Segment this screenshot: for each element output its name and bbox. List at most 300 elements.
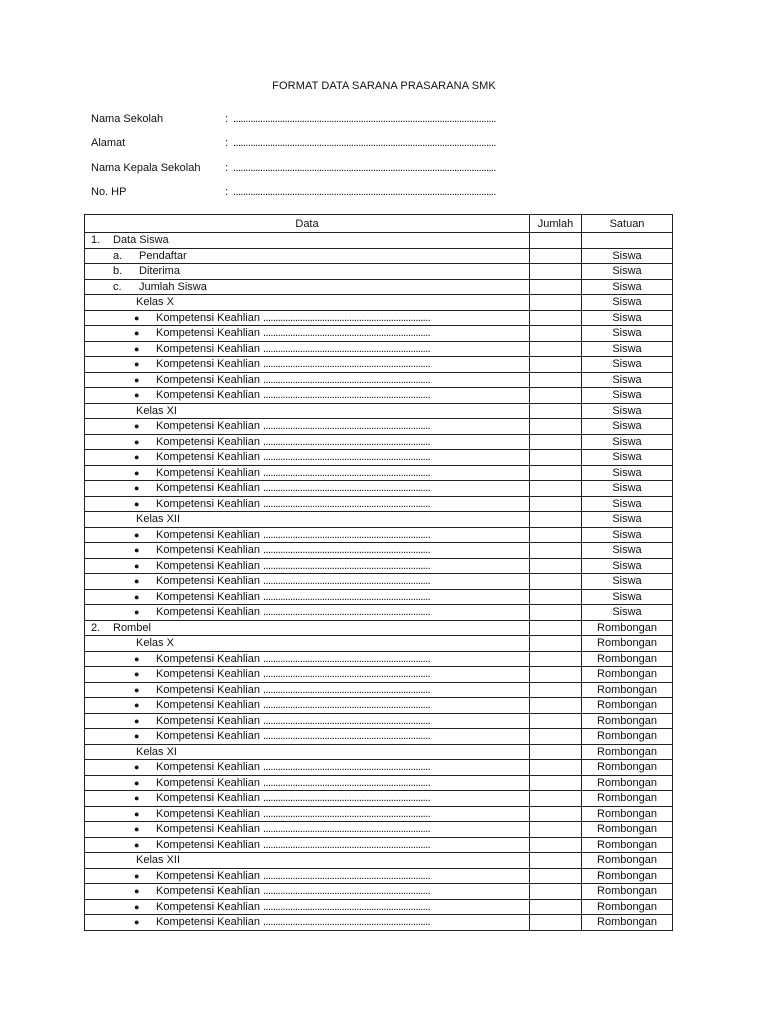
competency-fill-line[interactable]: ....................................................................	[263, 683, 431, 696]
kelas-label: Kelas XI	[136, 745, 177, 758]
satuan-cell: Siswa	[582, 481, 673, 497]
competency-label: Kompetensi Keahlian	[156, 435, 260, 448]
table-row	[85, 558, 673, 574]
satuan-cell: Siswa	[582, 372, 673, 388]
data-cell	[85, 667, 530, 683]
bullet-icon: ●	[134, 901, 140, 912]
competency-label: Kompetensi Keahlian	[156, 544, 260, 557]
satuan-cell: Siswa	[582, 248, 673, 264]
satuan-cell	[582, 233, 673, 249]
bullet-icon: ●	[134, 607, 140, 618]
header-data: Data	[85, 215, 530, 233]
competency-label: Kompetensi Keahlian	[156, 683, 260, 696]
satuan-cell: Rombongan	[582, 853, 673, 869]
competency-fill-line[interactable]: ....................................................................	[263, 730, 431, 743]
competency-fill-line[interactable]: ....................................................................	[263, 590, 431, 603]
satuan-cell: Siswa	[582, 450, 673, 466]
competency-label: Kompetensi Keahlian	[156, 389, 260, 402]
data-cell	[85, 326, 530, 342]
info-colon: :	[225, 137, 229, 149]
competency-fill-line[interactable]: ....................................................................	[263, 900, 431, 913]
table-row	[85, 264, 673, 280]
table-row	[85, 295, 673, 311]
jumlah-cell[interactable]	[530, 806, 582, 822]
satuan-cell: Rombongan	[582, 775, 673, 791]
satuan-cell: Rombongan	[582, 899, 673, 915]
competency-label: Kompetensi Keahlian	[156, 311, 260, 324]
jumlah-cell[interactable]	[530, 357, 582, 373]
bullet-icon: ●	[134, 374, 140, 385]
bullet-icon: ●	[134, 343, 140, 354]
bullet-icon: ●	[134, 669, 140, 680]
info-colon: :	[225, 162, 229, 174]
table-row	[85, 899, 673, 915]
competency-label: Kompetensi Keahlian	[156, 714, 260, 727]
jumlah-cell[interactable]	[530, 837, 582, 853]
competency-fill-line[interactable]: ....................................................................	[263, 885, 431, 898]
data-cell	[85, 372, 530, 388]
competency-label: Kompetensi Keahlian	[156, 420, 260, 433]
bullet-icon: ●	[134, 762, 140, 773]
jumlah-cell[interactable]	[530, 558, 582, 574]
bullet-icon: ●	[134, 591, 140, 602]
satuan-cell: Siswa	[582, 295, 673, 311]
satuan-cell: Rombongan	[582, 620, 673, 636]
data-cell	[85, 419, 530, 435]
table-row	[85, 682, 673, 698]
jumlah-cell[interactable]	[530, 264, 582, 280]
data-cell	[85, 341, 530, 357]
bullet-icon: ●	[134, 436, 140, 447]
data-cell	[85, 651, 530, 667]
jumlah-cell[interactable]	[530, 233, 582, 249]
satuan-cell: Rombongan	[582, 667, 673, 683]
data-cell	[85, 899, 530, 915]
satuan-cell: Siswa	[582, 558, 673, 574]
data-cell	[85, 388, 530, 404]
table-row	[85, 589, 673, 605]
info-label: Nama Sekolah	[91, 113, 164, 125]
competency-fill-line[interactable]: ....................................................................	[263, 342, 431, 355]
jumlah-cell[interactable]	[530, 434, 582, 450]
sub-item-label: Diterima	[139, 265, 180, 278]
competency-fill-line[interactable]: ....................................................................	[263, 482, 431, 495]
bullet-icon: ●	[134, 452, 140, 463]
jumlah-cell[interactable]	[530, 372, 582, 388]
bullet-icon: ●	[134, 839, 140, 850]
jumlah-cell[interactable]	[530, 248, 582, 264]
bullet-icon: ●	[134, 653, 140, 664]
competency-fill-line[interactable]: ....................................................................	[263, 916, 431, 929]
satuan-cell: Siswa	[582, 388, 673, 404]
satuan-cell: Rombongan	[582, 651, 673, 667]
section-label: Rombel	[113, 621, 151, 634]
competency-fill-line[interactable]: ....................................................................	[263, 776, 431, 789]
bullet-icon: ●	[134, 684, 140, 695]
bullet-icon: ●	[134, 560, 140, 571]
satuan-cell: Siswa	[582, 605, 673, 621]
table-row	[85, 543, 673, 559]
data-cell	[85, 589, 530, 605]
data-cell	[85, 729, 530, 745]
data-cell	[85, 682, 530, 698]
competency-label: Kompetensi Keahlian	[156, 900, 260, 913]
bullet-icon: ●	[134, 359, 140, 370]
data-cell	[85, 233, 530, 249]
data-cell	[85, 853, 530, 869]
jumlah-cell[interactable]	[530, 481, 582, 497]
section-number: 1.	[91, 234, 101, 247]
jumlah-cell[interactable]	[530, 667, 582, 683]
competency-fill-line[interactable]: ....................................................................	[263, 466, 431, 479]
competency-label: Kompetensi Keahlian	[156, 497, 260, 510]
competency-label: Kompetensi Keahlian	[156, 792, 260, 805]
jumlah-cell[interactable]	[530, 791, 582, 807]
table-row	[85, 822, 673, 838]
competency-fill-line[interactable]: ....................................................................	[263, 668, 431, 681]
table-row	[85, 496, 673, 512]
sub-item-letter: a.	[113, 249, 123, 262]
competency-fill-line[interactable]: ....................................................................	[263, 528, 431, 541]
satuan-cell: Rombongan	[582, 713, 673, 729]
competency-fill-line[interactable]: ....................................................................	[263, 575, 431, 588]
table-row	[85, 698, 673, 714]
table-row	[85, 248, 673, 264]
data-cell	[85, 248, 530, 264]
satuan-cell: Siswa	[582, 434, 673, 450]
satuan-cell: Rombongan	[582, 915, 673, 931]
competency-label: Kompetensi Keahlian	[156, 358, 260, 371]
competency-label: Kompetensi Keahlian	[156, 528, 260, 541]
data-cell	[85, 295, 530, 311]
table-row	[85, 806, 673, 822]
competency-label: Kompetensi Keahlian	[156, 327, 260, 340]
jumlah-cell[interactable]	[530, 698, 582, 714]
data-cell	[85, 605, 530, 621]
jumlah-cell[interactable]	[530, 744, 582, 760]
satuan-cell: Rombongan	[582, 729, 673, 745]
competency-fill-line[interactable]: ....................................................................	[263, 420, 431, 433]
bullet-icon: ●	[134, 576, 140, 587]
sub-item-letter: c.	[113, 280, 122, 293]
table-row	[85, 744, 673, 760]
jumlah-cell[interactable]	[530, 899, 582, 915]
info-label: Alamat	[91, 137, 126, 149]
bullet-icon: ●	[134, 870, 140, 881]
competency-fill-line[interactable]: ....................................................................	[263, 652, 431, 665]
table-row	[85, 450, 673, 466]
section-number: 2.	[91, 621, 101, 634]
table-row	[85, 760, 673, 776]
jumlah-cell[interactable]	[530, 884, 582, 900]
jumlah-cell[interactable]	[530, 465, 582, 481]
table-row	[85, 419, 673, 435]
bullet-icon: ●	[134, 421, 140, 432]
satuan-cell: Siswa	[582, 341, 673, 357]
table-header-row	[85, 215, 673, 233]
competency-fill-line[interactable]: ....................................................................	[263, 792, 431, 805]
competency-fill-line[interactable]: ....................................................................	[263, 606, 431, 619]
info-row	[91, 135, 625, 151]
table-row	[85, 512, 673, 528]
table-row	[85, 279, 673, 295]
competency-fill-line[interactable]: ....................................................................	[263, 358, 431, 371]
bullet-icon: ●	[134, 917, 140, 928]
bullet-icon: ●	[134, 483, 140, 494]
satuan-cell: Rombongan	[582, 868, 673, 884]
sub-item-letter: b.	[113, 265, 123, 278]
data-cell	[85, 496, 530, 512]
competency-fill-line[interactable]: ....................................................................	[263, 435, 431, 448]
data-cell	[85, 357, 530, 373]
info-row	[91, 111, 625, 127]
table-row	[85, 233, 673, 249]
table-row	[85, 868, 673, 884]
jumlah-cell[interactable]	[530, 527, 582, 543]
data-cell	[85, 744, 530, 760]
bullet-icon: ●	[134, 731, 140, 742]
competency-fill-line[interactable]: ....................................................................	[263, 807, 431, 820]
bullet-icon: ●	[134, 545, 140, 556]
competency-fill-line[interactable]: ....................................................................	[263, 451, 431, 464]
satuan-cell: Siswa	[582, 543, 673, 559]
data-cell	[85, 822, 530, 838]
bullet-icon: ●	[134, 312, 140, 323]
data-cell	[85, 310, 530, 326]
competency-fill-line[interactable]: ....................................................................	[263, 373, 431, 386]
jumlah-cell[interactable]	[530, 512, 582, 528]
jumlah-cell[interactable]	[530, 450, 582, 466]
table-row	[85, 915, 673, 931]
competency-label: Kompetensi Keahlian	[156, 466, 260, 479]
table-row	[85, 326, 673, 342]
competency-fill-line[interactable]: ....................................................................	[263, 761, 431, 774]
satuan-cell: Siswa	[582, 574, 673, 590]
jumlah-cell[interactable]	[530, 853, 582, 869]
competency-label: Kompetensi Keahlian	[156, 482, 260, 495]
satuan-cell: Siswa	[582, 326, 673, 342]
info-colon: :	[225, 186, 229, 198]
bullet-icon: ●	[134, 390, 140, 401]
bullet-icon: ●	[134, 793, 140, 804]
competency-label: Kompetensi Keahlian	[156, 373, 260, 386]
competency-label: Kompetensi Keahlian	[156, 838, 260, 851]
satuan-cell: Rombongan	[582, 791, 673, 807]
data-cell	[85, 543, 530, 559]
bullet-icon: ●	[134, 700, 140, 711]
competency-label: Kompetensi Keahlian	[156, 559, 260, 572]
satuan-cell: Siswa	[582, 589, 673, 605]
table-row	[85, 667, 673, 683]
competency-label: Kompetensi Keahlian	[156, 668, 260, 681]
bullet-icon: ●	[134, 467, 140, 478]
competency-fill-line[interactable]: ....................................................................	[263, 699, 431, 712]
satuan-cell: Siswa	[582, 403, 673, 419]
sub-item-label: Jumlah Siswa	[139, 280, 207, 293]
satuan-cell: Siswa	[582, 310, 673, 326]
jumlah-cell[interactable]	[530, 868, 582, 884]
jumlah-cell[interactable]	[530, 295, 582, 311]
satuan-cell: Rombongan	[582, 636, 673, 652]
info-row	[91, 184, 625, 200]
competency-label: Kompetensi Keahlian	[156, 575, 260, 588]
data-cell	[85, 713, 530, 729]
competency-fill-line[interactable]: ....................................................................	[263, 838, 431, 851]
table-row	[85, 372, 673, 388]
competency-fill-line[interactable]: ....................................................................	[263, 559, 431, 572]
competency-label: Kompetensi Keahlian	[156, 451, 260, 464]
competency-fill-line[interactable]: ....................................................................	[263, 497, 431, 510]
data-cell	[85, 806, 530, 822]
data-cell	[85, 279, 530, 295]
data-cell	[85, 791, 530, 807]
table-row	[85, 713, 673, 729]
table-row	[85, 434, 673, 450]
competency-fill-line[interactable]: ....................................................................	[263, 823, 431, 836]
bullet-icon: ●	[134, 498, 140, 509]
jumlah-cell[interactable]	[530, 760, 582, 776]
document-title: FORMAT DATA SARANA PRASARANA SMK	[272, 80, 496, 92]
satuan-cell: Rombongan	[582, 682, 673, 698]
data-cell	[85, 465, 530, 481]
jumlah-cell[interactable]	[530, 713, 582, 729]
kelas-label: Kelas XII	[136, 854, 181, 867]
jumlah-cell[interactable]	[530, 682, 582, 698]
satuan-cell: Rombongan	[582, 884, 673, 900]
competency-label: Kompetensi Keahlian	[156, 761, 260, 774]
kelas-label: Kelas X	[136, 296, 174, 309]
bullet-icon: ●	[134, 715, 140, 726]
table-body	[85, 233, 673, 931]
info-fill-line[interactable]: ...........................................................................................................	[233, 137, 496, 149]
jumlah-cell[interactable]	[530, 279, 582, 295]
table-row	[85, 341, 673, 357]
kelas-label: Kelas XI	[136, 404, 177, 417]
info-colon: :	[225, 113, 229, 125]
jumlah-cell[interactable]	[530, 636, 582, 652]
jumlah-cell[interactable]	[530, 605, 582, 621]
info-fill-line[interactable]: ...........................................................................................................	[233, 186, 496, 198]
info-label: Nama Kepala Sekolah	[91, 162, 201, 174]
satuan-cell: Rombongan	[582, 837, 673, 853]
bullet-icon: ●	[134, 328, 140, 339]
satuan-cell: Rombongan	[582, 698, 673, 714]
jumlah-cell[interactable]	[530, 403, 582, 419]
data-cell	[85, 434, 530, 450]
competency-label: Kompetensi Keahlian	[156, 776, 260, 789]
jumlah-cell[interactable]	[530, 310, 582, 326]
table-row	[85, 403, 673, 419]
bullet-icon: ●	[134, 886, 140, 897]
jumlah-cell[interactable]	[530, 775, 582, 791]
satuan-cell: Siswa	[582, 527, 673, 543]
bullet-icon: ●	[134, 824, 140, 835]
bullet-icon: ●	[134, 529, 140, 540]
table-row	[85, 388, 673, 404]
table-row	[85, 775, 673, 791]
jumlah-cell[interactable]	[530, 574, 582, 590]
jumlah-cell[interactable]	[530, 496, 582, 512]
competency-label: Kompetensi Keahlian	[156, 823, 260, 836]
data-cell	[85, 620, 530, 636]
jumlah-cell[interactable]	[530, 326, 582, 342]
competency-label: Kompetensi Keahlian	[156, 807, 260, 820]
satuan-cell: Siswa	[582, 357, 673, 373]
info-fill-line[interactable]: ...........................................................................................................	[233, 162, 496, 174]
competency-label: Kompetensi Keahlian	[156, 869, 260, 882]
sub-item-label: Pendaftar	[139, 249, 187, 262]
data-cell	[85, 636, 530, 652]
data-cell	[85, 868, 530, 884]
data-cell	[85, 698, 530, 714]
table-row	[85, 605, 673, 621]
data-cell	[85, 760, 530, 776]
data-cell	[85, 558, 530, 574]
competency-fill-line[interactable]: ....................................................................	[263, 327, 431, 340]
competency-label: Kompetensi Keahlian	[156, 652, 260, 665]
table-row	[85, 620, 673, 636]
jumlah-cell[interactable]	[530, 543, 582, 559]
satuan-cell: Siswa	[582, 264, 673, 280]
competency-fill-line[interactable]: ....................................................................	[263, 544, 431, 557]
satuan-cell: Siswa	[582, 496, 673, 512]
data-cell	[85, 512, 530, 528]
jumlah-cell[interactable]	[530, 729, 582, 745]
competency-fill-line[interactable]: ....................................................................	[263, 389, 431, 402]
table-row	[85, 636, 673, 652]
table-row	[85, 853, 673, 869]
header-jumlah: Jumlah	[530, 215, 582, 233]
competency-fill-line[interactable]: ....................................................................	[263, 869, 431, 882]
bullet-icon: ●	[134, 777, 140, 788]
table-row	[85, 357, 673, 373]
table-row	[85, 729, 673, 745]
jumlah-cell[interactable]	[530, 822, 582, 838]
satuan-cell: Rombongan	[582, 744, 673, 760]
satuan-cell: Siswa	[582, 279, 673, 295]
jumlah-cell[interactable]	[530, 388, 582, 404]
kelas-label: Kelas X	[136, 637, 174, 650]
data-cell	[85, 915, 530, 931]
competency-fill-line[interactable]: ....................................................................	[263, 714, 431, 727]
table-row	[85, 651, 673, 667]
satuan-cell: Siswa	[582, 419, 673, 435]
data-cell	[85, 775, 530, 791]
info-fill-line[interactable]: ...........................................................................................................	[233, 113, 496, 125]
competency-label: Kompetensi Keahlian	[156, 590, 260, 603]
table-row	[85, 465, 673, 481]
competency-label: Kompetensi Keahlian	[156, 342, 260, 355]
data-cell	[85, 264, 530, 280]
jumlah-cell[interactable]	[530, 589, 582, 605]
jumlah-cell[interactable]	[530, 419, 582, 435]
data-cell	[85, 450, 530, 466]
table-row	[85, 527, 673, 543]
data-cell	[85, 884, 530, 900]
jumlah-cell[interactable]	[530, 651, 582, 667]
competency-label: Kompetensi Keahlian	[156, 916, 260, 929]
data-cell	[85, 574, 530, 590]
data-table	[84, 214, 673, 931]
jumlah-cell[interactable]	[530, 341, 582, 357]
table-row	[85, 481, 673, 497]
competency-fill-line[interactable]: ....................................................................	[263, 311, 431, 324]
satuan-cell: Siswa	[582, 465, 673, 481]
jumlah-cell[interactable]	[530, 620, 582, 636]
table-row	[85, 837, 673, 853]
data-cell	[85, 481, 530, 497]
jumlah-cell[interactable]	[530, 915, 582, 931]
